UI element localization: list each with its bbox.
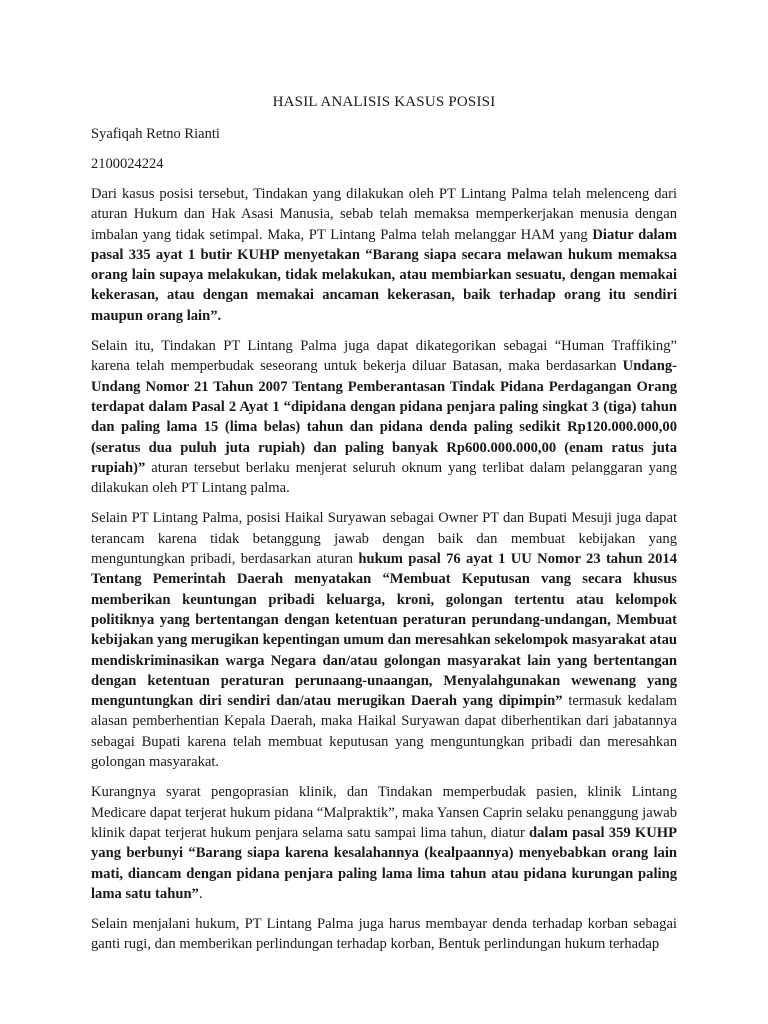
paragraph-text: . xyxy=(198,885,203,902)
paragraph-text: Dari kasus posisi tersebut, Tindakan yang dilakukan oleh PT Lintang Palma telah melenceng dari aturan Hukum dan Hak Asasi Manusia, sebab telah memaksa memperkerjakan menusia dengan imbalan yang tidak setimpal. Maka, PT Lintang Palma telah melanggar HAM yang xyxy=(91,186,677,243)
paragraph-text: aturan tersebut berlaku menjerat seluruh oknum yang terlibat dalam pelanggaran yang dilakukan oleh PT Lintang palma. xyxy=(91,459,677,497)
paragraph-bold-text: Undang-Undang Nomor 21 Tahun 2007 Tentang Pemberantasan Tindak Pidana Perdagangan Orang terdapat dalam Pasal 2 Ayat 1 “dipidana dengan pidana penjara paling singkat 3 (tiga) tahun dan paling lama 15 (lima belas) tahun dan pidana denda paling sedikit Rp120.000.000,00 (seratus dua puluh juta rupiah) dan paling banyak Rp600.000.000,00 (enam ratus juta rupiah)” xyxy=(91,358,677,476)
paragraph-3 xyxy=(91,508,677,772)
paragraph-bold-text: Diatur dalam pasal 335 ayat 1 butir KUHP menyetakan “Barang siapa secara melawan hukum memaksa orang lain supaya melakukan, tidak melakukan, atau membiarkan sesuatu, dengan memakai kekerasan, atau dengan memakai ancaman kekerasan, baik terhadap orang itu sendiri maupun orang lain”. xyxy=(91,226,677,324)
paragraph-text: termasuk kedalam alasan pemberhentian Kepala Daerah, maka Haikal Suryawan dapat diberhentikan dari jabatannya sebagai Bupati karena telah membuat keputusan yang menguntungkan pribadi dan meresahkan golongan masyarakat. xyxy=(91,693,677,771)
paragraph-text: Selain itu, Tindakan PT Lintang Palma juga dapat dikategorikan sebagai “Human Traffiking” karena telah memperbudak seseorang untuk bekerja diluar Batasan, maka berdasarkan xyxy=(91,338,677,375)
paragraph-4 xyxy=(91,782,677,904)
paragraph-text: Selain menjalani hukum, PT Lintang Palma juga harus membayar denda terhadap korban sebagai ganti rugi, dan memberikan perlindungan terhadap korban, Bentuk perlindungan hukum terhadap xyxy=(91,916,677,953)
paragraph-2 xyxy=(91,336,677,498)
document-title: HASIL ANALISIS KASUS POSISI xyxy=(272,94,496,110)
paragraph-1 xyxy=(91,184,677,326)
paragraph-bold-text: hukum pasal 76 ayat 1 UU Nomor 23 tahun 2014 Tentang Pemerintah Daerah menyatakan “Membuat Keputusan vang secara khusus memberikan keuntungan pribadi keluarga, kroni, golongan tertentu atau kelompok politiknya yang bertentangan dengan ketentuan peraturan perundang-undangan, Membuat kebijakan yang merugikan kepentingan umum dan meresahkan sekelompok masyarakat atau mendiskriminasikan warga Negara dan/atau golongan masyarakat lain yang bertentangan dengan ketentuan peraturan perunaang-unaangan, Menyalahgunakan wewenang yang menguntungkan diri sendiri dan/atau merugikan Daerah yang dipimpin” xyxy=(91,551,677,710)
paragraph-text: Kurangnya syarat pengoprasian klinik, dan Tindakan memperbudak pasien, klinik Lintang Medicare dapat terjerat hukum pidana “Malpraktik”, maka Yansen Caprin selaku penanggung jawab klinik dapat terjerat hukum penjara selama satu sampai lima tahun, diatur xyxy=(91,784,677,841)
paragraph-bold-text: dalam pasal 359 KUHP yang berbunyi “Barang siapa karena kesalahannya (kealpaannya) menyebabkan orang lain mati, diancam dengan pidana penjara paling lama lima tahun atau pidana kurungan paling lama satu tahun” xyxy=(91,824,678,902)
student-id: 2100024224 xyxy=(91,156,164,172)
author-name: Syafiqah Retno Rianti xyxy=(91,126,220,142)
paragraph-text: Selain PT Lintang Palma, posisi Haikal Suryawan sebagai Owner PT dan Bupati Mesuji juga dapat terancam karena tidak betanggung jawab dengan baik dan membuat kebijakan yang menguntungkan pribadi, berdasarkan aturan xyxy=(91,510,677,568)
document-page xyxy=(91,93,677,955)
paragraph-5 xyxy=(91,914,677,955)
